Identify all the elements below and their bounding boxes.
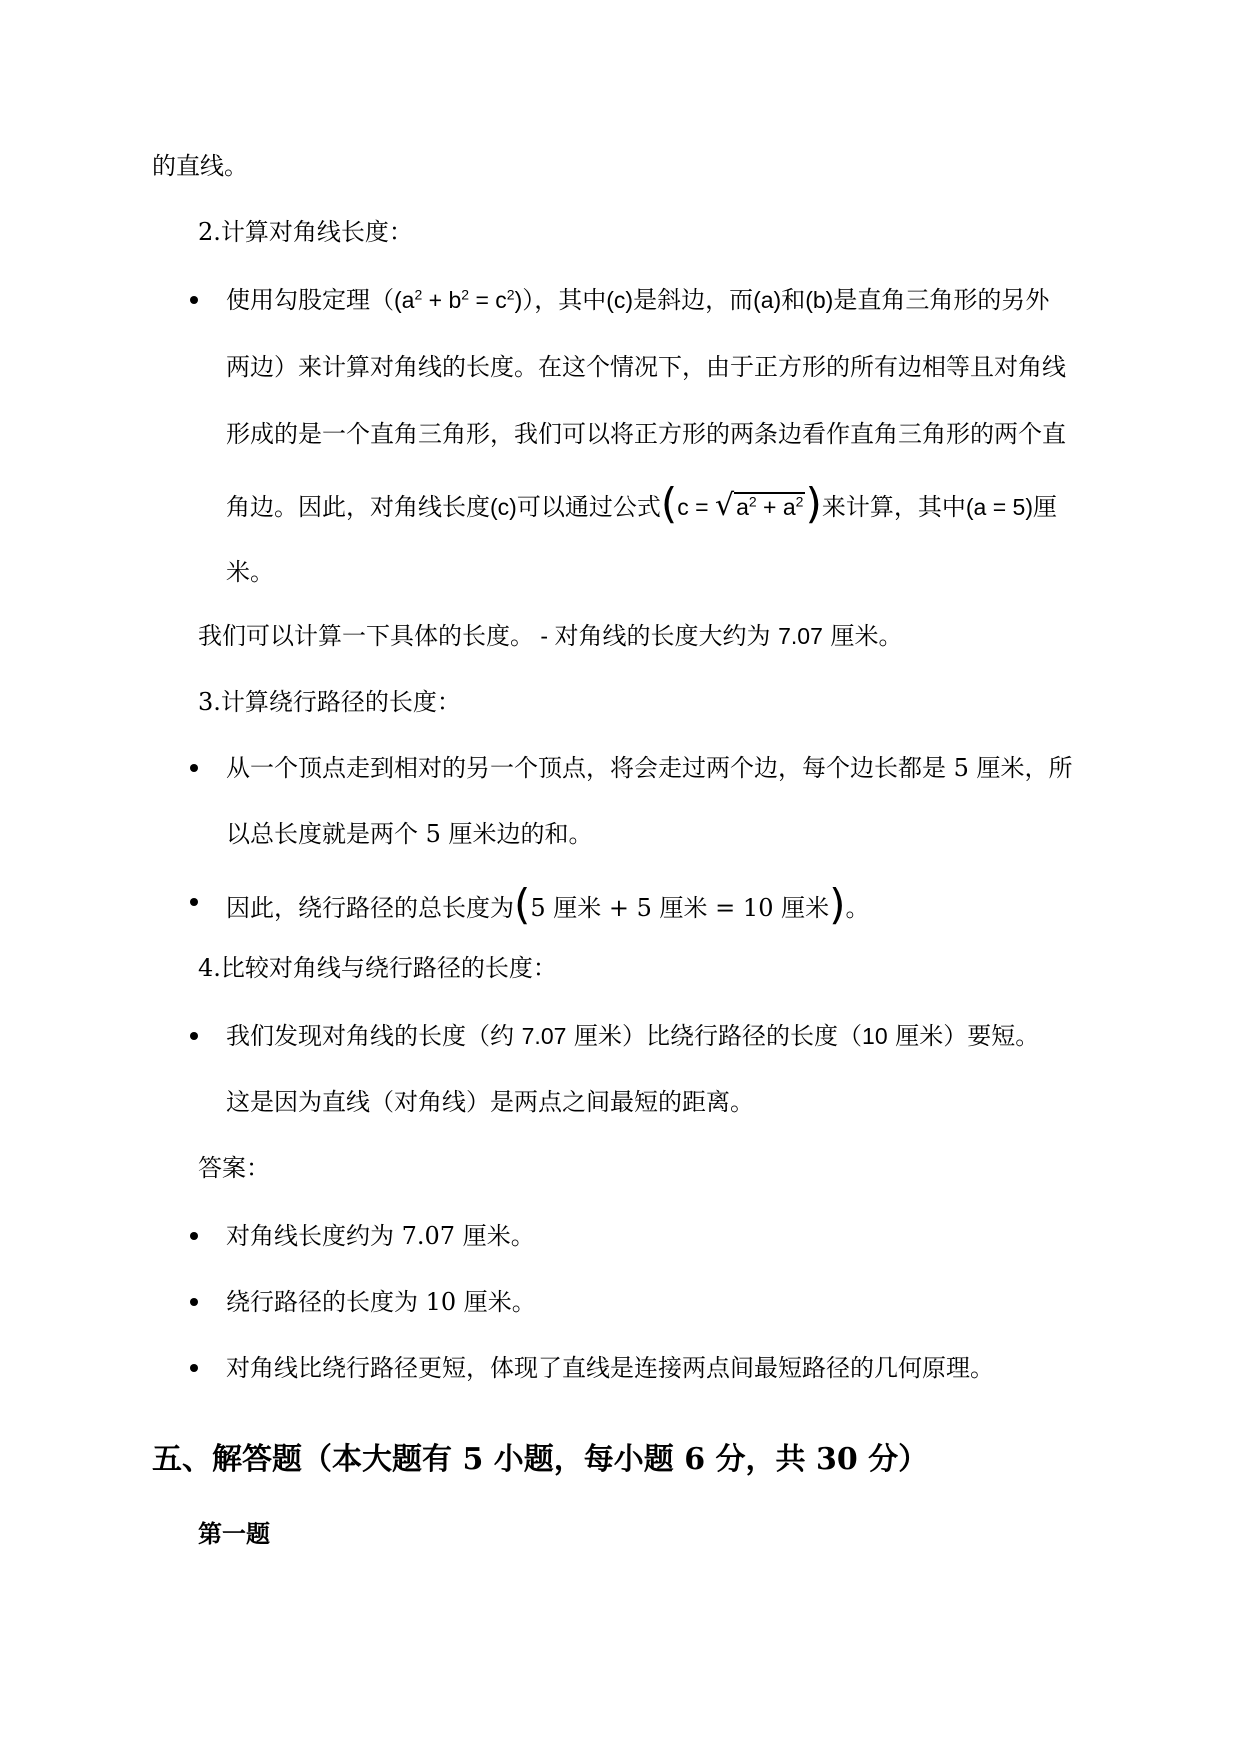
sqrt-expression: $√a^2 + a^2$: [714, 488, 804, 523]
text-line: 我们发现对角线的长度（约 7.07 厘米）比绕行路径的长度（10 厘米）要短。: [226, 1022, 1040, 1050]
step-heading: 2.计算对角线长度：: [198, 218, 413, 246]
bullet-icon: [190, 764, 198, 772]
bullet-icon: [190, 898, 198, 906]
answer-item: 对角线长度约为 7.07 厘米。: [226, 1222, 535, 1250]
section-heading: 五、解答题（本大题有 5 小题，每小题 6 分，共 30 分）: [152, 1442, 929, 1477]
bullet-icon: [190, 1032, 198, 1040]
text-line: 两边）来计算对角线的长度。在这个情况下，由于正方形的所有边相等且对角线: [226, 353, 1066, 381]
text-line: 使用勾股定理$((a^2 + b^2 = c^2))$，其中(c)是斜边，而(a)和(b)是直角三角形的另外: [226, 286, 1050, 314]
answer-item: 绕行路径的长度为 10 厘米。: [226, 1288, 536, 1316]
answer-heading: 答案：: [198, 1154, 270, 1182]
text-line: 从一个顶点走到相对的另一个顶点，将会走过两个边，每个边长都是 5 厘米，所: [226, 754, 1073, 782]
text-line: 角边。因此，对角线长度(c)可以通过公式$(c = √a^2 + a^2)$来计算，其中(a = 5)厘: [226, 479, 1057, 528]
text-line: 这是因为直线（对角线）是两点之间最短的距离。: [226, 1088, 754, 1116]
bullet-icon: [190, 296, 198, 304]
step-heading: 4.比较对角线与绕行路径的长度：: [198, 954, 557, 982]
bullet-icon: [190, 1298, 198, 1306]
bullet-icon: [190, 1232, 198, 1240]
answer-item: 对角线比绕行路径更短，体现了直线是连接两点间最短路径的几何原理。: [226, 1354, 994, 1382]
text-line: 因此，绕行路径的总长度为(5 厘米 + 5 厘米 = 10 厘米)。: [226, 880, 870, 929]
text-line: 我们可以计算一下具体的长度。 - 对角线的长度大约为 7.07 厘米。: [198, 622, 903, 650]
step-heading: 3.计算绕行路径的长度：: [198, 688, 461, 716]
text-line: 的直线。: [152, 152, 248, 180]
bullet-icon: [190, 1364, 198, 1372]
text-line: 以总长度就是两个 5 厘米边的和。: [226, 820, 593, 848]
text-line: 形成的是一个直角三角形，我们可以将正方形的两条边看作直角三角形的两个直: [226, 420, 1066, 448]
subheading: 第一题: [198, 1520, 270, 1548]
text-line: 米。: [226, 558, 274, 586]
